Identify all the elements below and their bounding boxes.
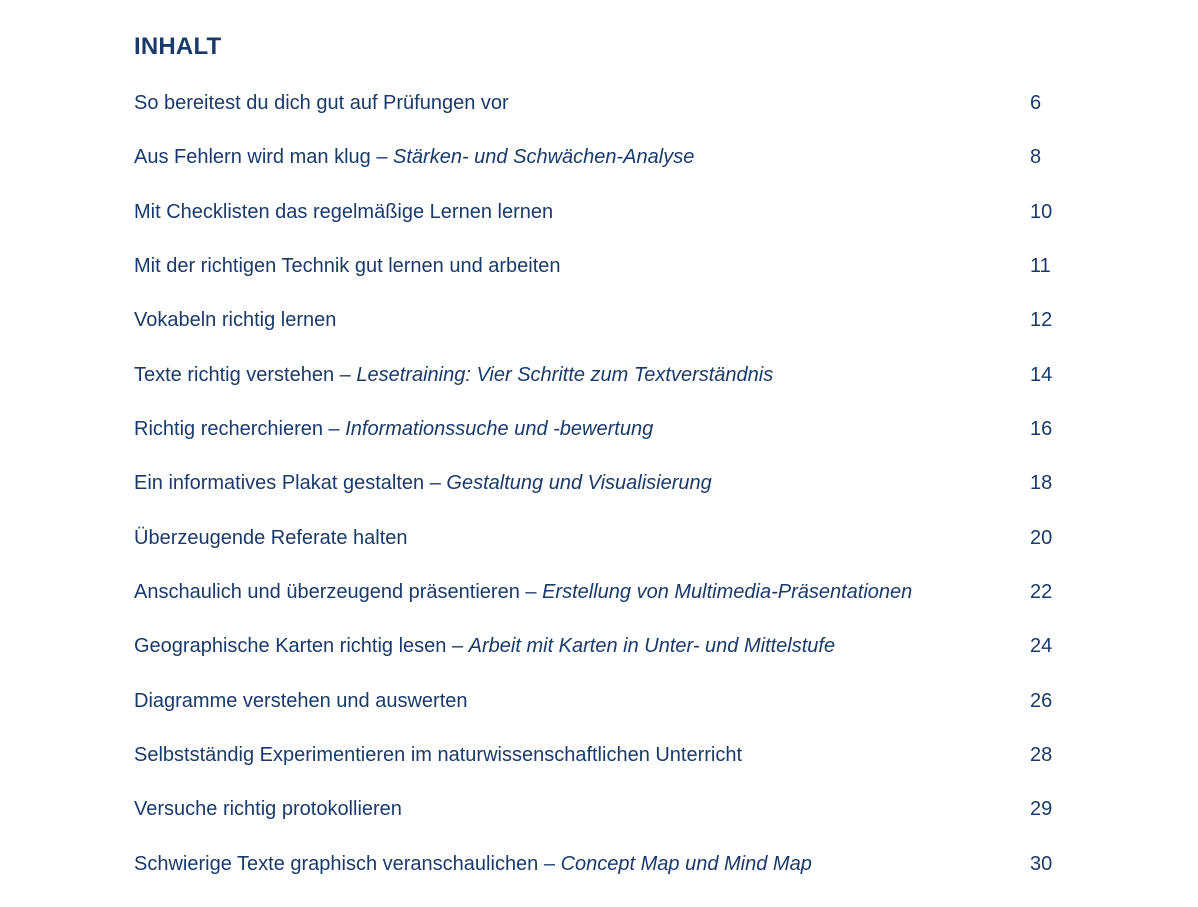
toc-entry-title — [134, 627, 835, 665]
toc-entry-title — [134, 356, 773, 394]
toc-entry-page-number: 30 — [1030, 852, 1053, 875]
toc-entry-main-title: Ein informatives Plakat gestalten — [134, 472, 425, 495]
toc-entry-title — [134, 736, 742, 774]
toc-entry-title — [134, 682, 468, 720]
toc-entry-main-title: Geographische Karten richtig lesen — [134, 635, 447, 658]
toc-entry — [134, 356, 1064, 410]
toc-entry-main-title: Mit Checklisten das regelmäßige Lernen lernen — [134, 200, 554, 223]
toc-entry-page-number: 16 — [1030, 417, 1053, 440]
toc-entry-main-title: Versuche richtig protokollieren — [134, 798, 402, 821]
toc-entry-subtitle: Erstellung von Multimedia-Präsentationen — [542, 580, 913, 603]
toc-entry-page-number: 29 — [1030, 798, 1053, 821]
toc-entry-page-number: 10 — [1030, 200, 1053, 223]
toc-entry-title — [134, 138, 694, 176]
toc-entry-title — [134, 193, 553, 231]
toc-entry-page-number: 8 — [1030, 146, 1042, 169]
toc-list — [134, 84, 1064, 899]
toc-entry — [134, 790, 1064, 844]
toc-entry-page-number: 20 — [1030, 526, 1053, 549]
toc-entry-title — [134, 247, 561, 285]
toc-entry-subtitle: Informationssuche und -bewertung — [345, 417, 654, 440]
toc-entry — [134, 247, 1064, 301]
toc-entry — [134, 301, 1064, 355]
toc-entry-title — [134, 519, 408, 557]
toc-entry-title — [134, 464, 712, 502]
toc-entry-subtitle: Arbeit mit Karten in Unter- und Mittelstufe — [468, 635, 836, 658]
toc-entry-separator: – — [525, 580, 537, 603]
toc-entry-main-title: Überzeugende Referate halten — [134, 526, 408, 549]
toc-entry-title — [134, 845, 812, 883]
toc-entry — [134, 464, 1064, 518]
toc-entry-main-title: Vokabeln richtig lernen — [134, 309, 337, 332]
toc-entry-main-title: So bereitest du dich gut auf Prüfungen vor — [134, 92, 509, 114]
toc-entry-title — [134, 301, 336, 339]
toc-entry-title — [134, 790, 402, 828]
toc-entry-main-title: Anschaulich und überzeugend präsentieren — [134, 580, 520, 603]
toc-entry — [134, 627, 1064, 681]
toc-entry-separator: – — [429, 472, 441, 495]
toc-entry-subtitle: Concept Map und Mind Map — [560, 852, 812, 875]
toc-entry-page-number: 22 — [1030, 580, 1053, 603]
toc-entry-main-title: Selbstständig Experimentieren im naturwissenschaftlichen Unterricht — [134, 743, 743, 766]
toc-entry-main-title: Schwierige Texte graphisch veranschaulichen — [134, 852, 539, 875]
toc-entry — [134, 410, 1064, 464]
toc-entry-main-title: Texte richtig verstehen — [134, 363, 335, 386]
toc-entry-main-title: Richtig recherchieren — [134, 417, 323, 440]
toc-entry-page-number: 6 — [1030, 92, 1042, 114]
toc-entry — [134, 736, 1064, 790]
toc-heading: INHALT — [134, 33, 222, 60]
toc-entry-page-number: 24 — [1030, 635, 1053, 658]
toc-entry-main-title: Diagramme verstehen und auswerten — [134, 689, 468, 712]
toc-entry — [134, 573, 1064, 627]
toc-entry-main-title: Mit der richtigen Technik gut lernen und arbeiten — [134, 254, 561, 277]
toc-entry-subtitle: Stärken- und Schwächen-Analyse — [393, 146, 695, 169]
toc-entry-title — [134, 410, 653, 448]
toc-entry-separator: – — [328, 417, 340, 440]
toc-entry-subtitle: Gestaltung und Visualisierung — [446, 472, 712, 495]
toc-entry-page-number: 14 — [1030, 363, 1053, 386]
toc-entry — [134, 519, 1064, 573]
toc-entry-main-title: Aus Fehlern wird man klug — [134, 146, 371, 169]
toc-entry-page-number: 11 — [1030, 254, 1051, 277]
toc-entry-subtitle: Lesetraining: Vier Schritte zum Textverständnis — [356, 363, 774, 386]
toc-entry-title — [134, 573, 912, 611]
toc-entry-title — [134, 84, 509, 122]
toc-entry — [134, 84, 1064, 138]
toc-entry — [134, 845, 1064, 899]
toc-entry — [134, 193, 1064, 247]
toc-entry-page-number: 26 — [1030, 689, 1053, 712]
toc-entry-page-number: 28 — [1030, 743, 1053, 766]
toc-entry-page-number: 12 — [1030, 309, 1053, 332]
toc-entry — [134, 138, 1064, 192]
toc-entry-separator: – — [543, 852, 555, 875]
toc-entry-separator: – — [376, 146, 388, 169]
toc-entry-separator: – — [339, 363, 351, 386]
toc-entry-page-number: 18 — [1030, 472, 1053, 495]
toc-entry-separator: – — [451, 635, 464, 658]
toc-entry — [134, 682, 1064, 736]
